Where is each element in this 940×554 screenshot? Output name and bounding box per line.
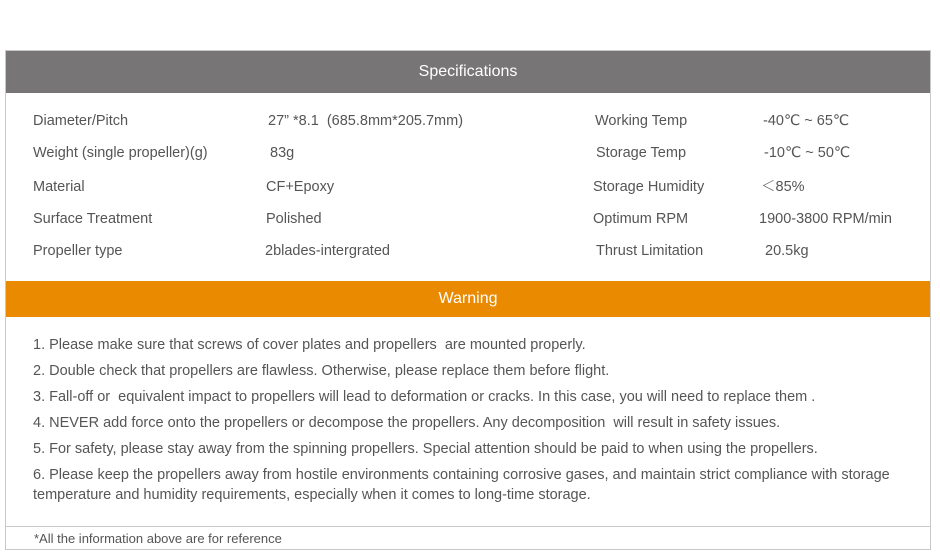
spec-value-storage-temp: -10℃ ~ 50℃ bbox=[764, 145, 851, 161]
spec-label-material: Material bbox=[33, 179, 85, 195]
warning-title: Warning bbox=[438, 290, 498, 307]
spec-label-diameter-pitch: Diameter/Pitch bbox=[33, 113, 129, 129]
spec-value-thrust-limitation: 20.5kg bbox=[765, 243, 809, 259]
warning-header bbox=[6, 281, 930, 317]
spec-value-propeller-type: 2blades-intergrated bbox=[265, 243, 390, 259]
spec-value-storage-humidity: ＜85% bbox=[761, 179, 805, 195]
specifications-header bbox=[6, 51, 930, 93]
spec-value-surface-treatment: Polished bbox=[266, 211, 322, 227]
warning-item: 1. Please make sure that screws of cover plates and propellers are mounted properly. bbox=[33, 337, 586, 353]
spec-label-working-temp: Working Temp bbox=[595, 113, 688, 129]
warning-list bbox=[33, 335, 913, 511]
warning-item: 2. Double check that propellers are flawless. Otherwise, please replace them before flight. bbox=[33, 363, 610, 379]
spec-label-storage-humidity: Storage Humidity bbox=[593, 179, 705, 195]
spec-label-weight: Weight (single propeller)(g) bbox=[33, 145, 208, 161]
warning-item: 4. NEVER add force onto the propellers or decompose the propellers. Any decomposition will result in safety issues. bbox=[33, 415, 781, 431]
spec-value-material: CF+Epoxy bbox=[266, 179, 335, 195]
warning-item: 3. Fall-off or equivalent impact to propellers will lead to deformation or cracks. In this case, you will need to replace them . bbox=[33, 389, 816, 405]
spec-label-optimum-rpm: Optimum RPM bbox=[593, 211, 689, 227]
footnote-divider bbox=[6, 526, 930, 527]
warning-item: 6. Please keep the propellers away from hostile environments containing corrosive gases, and maintain strict compliance with storage temperature and humidity requirements, especially when it comes to long-time storage. bbox=[33, 467, 890, 503]
specifications-title: Specifications bbox=[418, 63, 518, 80]
footnote: *All the information above are for reference bbox=[34, 531, 282, 546]
spec-label-storage-temp: Storage Temp bbox=[596, 145, 687, 161]
warning-item: 5. For safety, please stay away from the spinning propellers. Special attention should be paid to when using the propellers. bbox=[33, 441, 818, 457]
spec-value-weight: 83g bbox=[270, 145, 295, 161]
spec-value-diameter-pitch: 27” *8.1 (685.8mm*205.7mm) bbox=[268, 113, 464, 129]
spec-value-optimum-rpm: 1900-3800 RPM/min bbox=[759, 211, 892, 227]
spec-label-propeller-type: Propeller type bbox=[33, 243, 123, 259]
spec-label-surface-treatment: Surface Treatment bbox=[33, 211, 153, 227]
spec-value-working-temp: -40℃ ~ 65℃ bbox=[763, 113, 850, 129]
spec-label-thrust-limitation: Thrust Limitation bbox=[596, 243, 704, 259]
spec-sheet bbox=[5, 50, 931, 550]
